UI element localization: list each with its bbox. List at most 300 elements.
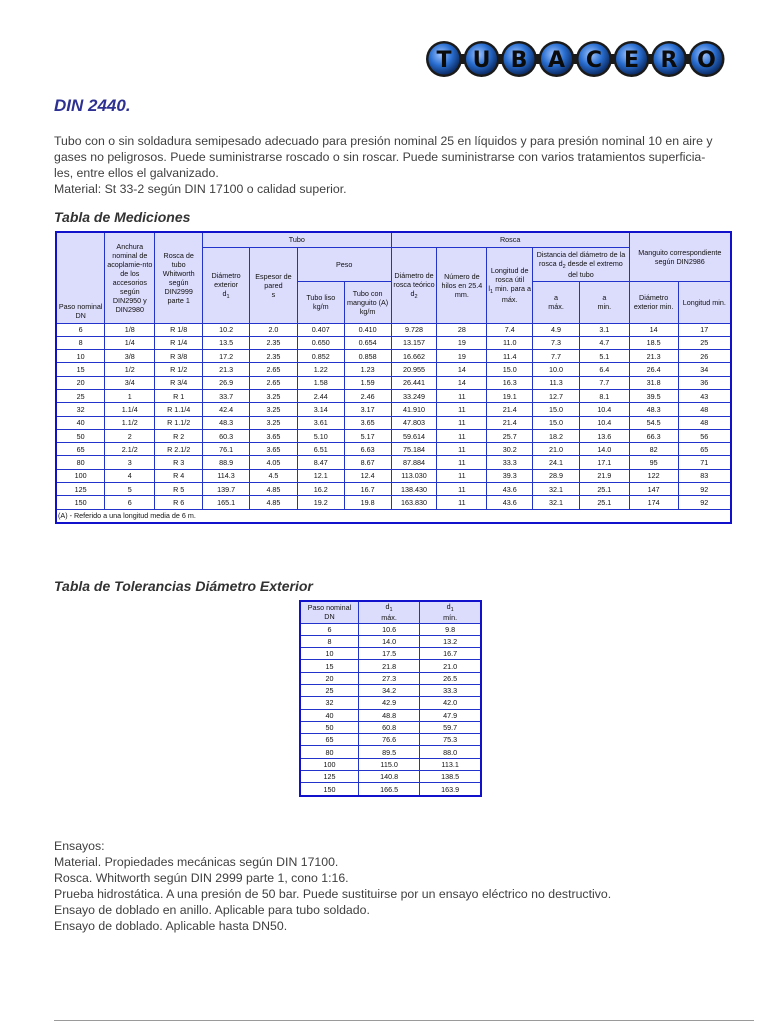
- footer-divider: [54, 1020, 754, 1021]
- table-cell: 7.3: [533, 336, 580, 349]
- logo-ball: [651, 41, 687, 77]
- header-espesor-label: Espesor de pared: [255, 271, 292, 290]
- table-cell: 19.1: [487, 389, 533, 402]
- table-cell: 25: [56, 389, 105, 402]
- table-cell: 40: [300, 709, 358, 721]
- table-cell: 8.1: [579, 389, 629, 402]
- table-row: [300, 672, 481, 684]
- table-cell: 100: [300, 758, 358, 770]
- page-title: DIN 2440.: [54, 96, 131, 115]
- table-cell: 4: [105, 469, 155, 482]
- table-cell: 82: [629, 443, 678, 456]
- table-cell: 3/8: [105, 350, 155, 363]
- mediciones-body: [56, 323, 731, 509]
- table-row: [56, 496, 731, 509]
- table-cell: 31.8: [629, 376, 678, 389]
- table-row: [300, 721, 481, 733]
- table-cell: 3.65: [250, 429, 298, 442]
- symbol-subscript: 1: [226, 293, 230, 300]
- table-cell: 4.85: [250, 496, 298, 509]
- header-distancia: [533, 247, 630, 281]
- table-row: [300, 758, 481, 770]
- table-row: [56, 456, 731, 469]
- table-row: [56, 443, 731, 456]
- table-cell: 166.5: [358, 783, 419, 796]
- logo-letter: C: [585, 48, 603, 73]
- table-cell: 25: [678, 336, 731, 349]
- header-distancia-label: Distancia del diámetro de la rosca d: [536, 249, 626, 268]
- table-cell: R 3/4: [155, 376, 203, 389]
- table-cell: 6: [105, 496, 155, 509]
- table-cell: 1.1/4: [105, 403, 155, 416]
- table-cell: 26: [678, 350, 731, 363]
- table-cell: 1/8: [105, 323, 155, 336]
- header-longitud-label: Longitud de rosca útil: [490, 266, 529, 284]
- table-cell: 113.1: [420, 758, 481, 770]
- table-cell: 0.654: [344, 336, 391, 349]
- table-cell: 5.10: [297, 429, 344, 442]
- table-cell: 26.441: [391, 376, 437, 389]
- table-cell: 43.6: [487, 496, 533, 509]
- table-cell: R 6: [155, 496, 203, 509]
- table-cell: 47.9: [420, 709, 481, 721]
- ensayo-line: Ensayo de doblado. Aplicable hasta DN50.: [54, 919, 288, 933]
- table-cell: 75.3: [420, 734, 481, 746]
- intro-line: gases no peligrosos. Puede suministrarse roscado o sin roscar. Puede suministrarse con varios tratamientos superficia-: [54, 150, 706, 164]
- table-cell: 114.3: [203, 469, 250, 482]
- table-cell: 8.47: [297, 456, 344, 469]
- table-cell: 14: [629, 323, 678, 336]
- header-diametro-exterior: [203, 247, 250, 323]
- table-row: [300, 684, 481, 696]
- table-cell: 9.8: [420, 623, 481, 635]
- table-cell: 138.430: [391, 483, 437, 496]
- table-cell: 39.3: [487, 469, 533, 482]
- table-cell: 1.59: [344, 376, 391, 389]
- table-row: [300, 635, 481, 647]
- table-row: [300, 746, 481, 758]
- table-cell: 14: [437, 363, 487, 376]
- table-cell: 3.1: [579, 323, 629, 336]
- table-cell: 10.6: [358, 623, 419, 635]
- table-cell: 21.3: [203, 363, 250, 376]
- table-cell: 11.3: [533, 376, 580, 389]
- table-cell: 11: [437, 416, 487, 429]
- brand-logo: [425, 40, 725, 78]
- header-d1-min: [420, 601, 481, 623]
- table-row: [56, 350, 731, 363]
- table-cell: 75.184: [391, 443, 437, 456]
- header-distancia-label-2: desde el extremo del tubo: [567, 258, 623, 279]
- table-row: [300, 709, 481, 721]
- symbol-d: d: [446, 602, 451, 612]
- logo-ball: [576, 41, 612, 77]
- tolerancias-body: [300, 623, 481, 796]
- table-cell: 3.25: [250, 403, 298, 416]
- table-cell: 10: [56, 350, 105, 363]
- table-cell: 25.1: [579, 483, 629, 496]
- table-cell: 19: [437, 336, 487, 349]
- header-a-max-label: máx.: [548, 302, 564, 311]
- table-cell: 2.0: [250, 323, 298, 336]
- table-cell: 11: [437, 443, 487, 456]
- symbol-l: l: [488, 284, 490, 293]
- table-cell: 19.8: [344, 496, 391, 509]
- table-cell: 8.67: [344, 456, 391, 469]
- table-cell: 11: [437, 469, 487, 482]
- table-cell: 3.61: [297, 416, 344, 429]
- table-cell: 21.3: [629, 350, 678, 363]
- table-cell: 12.7: [533, 389, 580, 402]
- table-cell: 7.7: [579, 376, 629, 389]
- table-cell: 25.7: [487, 429, 533, 442]
- header-tubo-liso: Tubo liso kg/m: [297, 281, 344, 323]
- header-min-label: mín.: [443, 613, 458, 623]
- table-cell: 48.8: [358, 709, 419, 721]
- table-cell: 27.3: [358, 672, 419, 684]
- table-row: [300, 697, 481, 709]
- table-cell: 60.8: [358, 721, 419, 733]
- table-cell: 41.910: [391, 403, 437, 416]
- table-cell: 28.9: [533, 469, 580, 482]
- table-cell: 4.9: [533, 323, 580, 336]
- table-cell: 33.7: [203, 389, 250, 402]
- table-row: [300, 648, 481, 660]
- table-cell: 65: [678, 443, 731, 456]
- header-numero-hilos: Número de hilos en 25.4 mm.: [437, 247, 487, 323]
- table-cell: 32.1: [533, 496, 580, 509]
- intro-line: Tubo con o sin soldadura semipesado adecuado para presión nominal 25 en líquidos y para presión nominal 10 en aire y: [54, 134, 713, 148]
- table-cell: 3: [105, 456, 155, 469]
- table-cell: 20: [300, 672, 358, 684]
- table-cell: 17.1: [579, 456, 629, 469]
- logo-letter: E: [623, 48, 640, 73]
- table-cell: 138.5: [420, 771, 481, 783]
- symbol-s: s: [271, 289, 276, 299]
- table-cell: R 2.1/2: [155, 443, 203, 456]
- logo-letter: U: [472, 48, 491, 73]
- table-cell: 6.63: [344, 443, 391, 456]
- ensayo-line: Ensayo de doblado en anillo. Aplicable para tubo soldado.: [54, 903, 370, 917]
- table-cell: 88.0: [420, 746, 481, 758]
- table-cell: 34: [678, 363, 731, 376]
- table-cell: 8: [300, 635, 358, 647]
- table-cell: 2.1/2: [105, 443, 155, 456]
- table-cell: 7.7: [533, 350, 580, 363]
- table-row: [300, 771, 481, 783]
- table-cell: R 1: [155, 389, 203, 402]
- table-cell: 21.8: [358, 660, 419, 672]
- table-row: [300, 734, 481, 746]
- table-row: [300, 783, 481, 796]
- table-cell: 150: [300, 783, 358, 796]
- table-row: [56, 336, 731, 349]
- table-cell: 47.803: [391, 416, 437, 429]
- table-cell: 7.4: [487, 323, 533, 336]
- table-cell: 16.2: [297, 483, 344, 496]
- header-paso-nominal: Paso nominal DN: [56, 232, 105, 323]
- table-cell: 34.2: [358, 684, 419, 696]
- header-longitud-rosca: [487, 247, 533, 323]
- logo-ball: [464, 41, 500, 77]
- table-cell: 92: [678, 496, 731, 509]
- table-cell: 48.3: [203, 416, 250, 429]
- table-cell: 3.65: [344, 416, 391, 429]
- header-manguito: Manguito correspondiente según DIN2986: [629, 232, 731, 281]
- table-cell: 48.3: [629, 403, 678, 416]
- table-cell: 15: [56, 363, 105, 376]
- table-row: [56, 323, 731, 336]
- table-cell: 2.46: [344, 389, 391, 402]
- table-cell: 39.5: [629, 389, 678, 402]
- table-note: (A) - Referido a una longitud media de 6 m.: [56, 509, 731, 523]
- table-cell: R 1/2: [155, 363, 203, 376]
- table-cell: 48: [678, 416, 731, 429]
- symbol-subscript: 2: [414, 293, 418, 300]
- table-cell: 1.22: [297, 363, 344, 376]
- table-cell: 6: [300, 623, 358, 635]
- table-cell: 43.6: [487, 483, 533, 496]
- table-cell: 5.1: [579, 350, 629, 363]
- table-cell: 14: [437, 376, 487, 389]
- table-cell: 11.4: [487, 350, 533, 363]
- table-cell: 5.17: [344, 429, 391, 442]
- table-cell: 21.0: [420, 660, 481, 672]
- intro-line: les, entre ellos el galvanizado.: [54, 166, 219, 180]
- table-cell: 10.4: [579, 403, 629, 416]
- ensayos-section: [54, 838, 744, 934]
- table-cell: 139.7: [203, 483, 250, 496]
- header-tubo: Tubo: [203, 232, 391, 247]
- intro-text: [54, 133, 734, 197]
- table-cell: 12.1: [297, 469, 344, 482]
- table-cell: 66.3: [629, 429, 678, 442]
- table-row: [56, 469, 731, 482]
- table-cell: 89.5: [358, 746, 419, 758]
- table-cell: R 1/8: [155, 323, 203, 336]
- table-cell: 21.0: [533, 443, 580, 456]
- header-diametro-exterior-label: Diámetro exterior: [211, 270, 241, 289]
- table-cell: R 3: [155, 456, 203, 469]
- table-cell: 4.7: [579, 336, 629, 349]
- table-cell: 1/4: [105, 336, 155, 349]
- table-cell: 21.4: [487, 403, 533, 416]
- table-cell: 16.3: [487, 376, 533, 389]
- table-row: [300, 623, 481, 635]
- table-cell: 6.51: [297, 443, 344, 456]
- table-cell: R 4: [155, 469, 203, 482]
- table-cell: R 1/4: [155, 336, 203, 349]
- table-cell: 1/2: [105, 363, 155, 376]
- table-cell: 10.0: [533, 363, 580, 376]
- header-espesor-pared: [250, 247, 298, 323]
- tolerancias-table: [299, 600, 482, 797]
- header-d1-max: [358, 601, 419, 623]
- table-row: [56, 363, 731, 376]
- table-cell: 122: [629, 469, 678, 482]
- table-cell: 25: [300, 684, 358, 696]
- ensayo-line: Material. Propiedades mecánicas según DIN 17100.: [54, 855, 339, 869]
- table-cell: 26.9: [203, 376, 250, 389]
- table-cell: 33.3: [420, 684, 481, 696]
- table-cell: 24.1: [533, 456, 580, 469]
- table-cell: 11: [437, 429, 487, 442]
- logo-letter: O: [697, 48, 716, 73]
- table-cell: 21.9: [579, 469, 629, 482]
- mediciones-table: [55, 231, 732, 524]
- symbol-d: d: [410, 288, 415, 298]
- table-cell: 113.030: [391, 469, 437, 482]
- table-cell: 14.0: [358, 635, 419, 647]
- table-cell: 2.65: [250, 363, 298, 376]
- table-cell: 11: [437, 389, 487, 402]
- table-cell: 115.0: [358, 758, 419, 770]
- ensayo-line: Rosca. Whitworth según DIN 2999 parte 1, cono 1:16.: [54, 871, 349, 885]
- ensayo-line: Prueba hidrostática. A una presión de 50 bar. Puede sustituirse por un ensayo eléctrico no destructivo.: [54, 887, 612, 901]
- table-cell: 83: [678, 469, 731, 482]
- table-cell: 43: [678, 389, 731, 402]
- tolerancias-title: Tabla de Tolerancias Diámetro Exterior: [54, 578, 313, 594]
- table-cell: 11.0: [487, 336, 533, 349]
- table-cell: 3/4: [105, 376, 155, 389]
- header-rosca-whitworth: Rosca de tubo Whitworth según DIN2999 parte 1: [155, 232, 203, 323]
- table-cell: 42.4: [203, 403, 250, 416]
- table-cell: 30.2: [487, 443, 533, 456]
- table-cell: 6: [56, 323, 105, 336]
- table-cell: 4.05: [250, 456, 298, 469]
- table-cell: 16.662: [391, 350, 437, 363]
- table-cell: 125: [56, 483, 105, 496]
- table-cell: 17.5: [358, 648, 419, 660]
- table-cell: 3.65: [250, 443, 298, 456]
- table-cell: 36: [678, 376, 731, 389]
- table-cell: 59.614: [391, 429, 437, 442]
- table-cell: 9.728: [391, 323, 437, 336]
- logo-ball: [614, 41, 650, 77]
- table-cell: 42.0: [420, 697, 481, 709]
- table-cell: 13.2: [420, 635, 481, 647]
- table-cell: 147: [629, 483, 678, 496]
- header-diametro-teorico-label: Diámetro de rosca teórico: [393, 270, 435, 289]
- table-cell: 15: [300, 660, 358, 672]
- table-cell: 2: [105, 429, 155, 442]
- header-a-max: [533, 281, 580, 323]
- table-cell: 2.35: [250, 350, 298, 363]
- symbol-subscript: 2: [562, 263, 566, 270]
- ensayos-heading: Ensayos:: [54, 839, 105, 853]
- table-cell: 13.6: [579, 429, 629, 442]
- table-cell: 11: [437, 403, 487, 416]
- header-max-label: máx.: [381, 613, 397, 623]
- logo-letter: B: [510, 48, 528, 73]
- table-cell: 19: [437, 350, 487, 363]
- table-cell: 3.25: [250, 389, 298, 402]
- table-cell: R 2: [155, 429, 203, 442]
- table-cell: 33.3: [487, 456, 533, 469]
- table-cell: 12.4: [344, 469, 391, 482]
- table-cell: 20: [56, 376, 105, 389]
- table-cell: 32: [56, 403, 105, 416]
- table-cell: 26.5: [420, 672, 481, 684]
- header-a-min-label: min.: [597, 302, 612, 311]
- table-cell: 4.5: [250, 469, 298, 482]
- table-cell: 2.35: [250, 336, 298, 349]
- table-cell: 100: [56, 469, 105, 482]
- mediciones-title: Tabla de Mediciones: [54, 209, 191, 225]
- table-cell: 40: [56, 416, 105, 429]
- table-cell: 60.3: [203, 429, 250, 442]
- logo-ball: [539, 41, 575, 77]
- table-cell: 65: [300, 734, 358, 746]
- table-cell: 28: [437, 323, 487, 336]
- table-cell: 95: [629, 456, 678, 469]
- table-cell: R 1.1/2: [155, 416, 203, 429]
- table-row: [56, 376, 731, 389]
- symbol-subscript: 1: [450, 607, 454, 614]
- header-diametro-teorico: [391, 247, 437, 323]
- logo-letter: T: [436, 48, 452, 73]
- header-rosca: Rosca: [391, 232, 629, 247]
- table-row: [56, 389, 731, 402]
- table-cell: 59.7: [420, 721, 481, 733]
- table-cell: 21.4: [487, 416, 533, 429]
- table-cell: 2.65: [250, 376, 298, 389]
- table-cell: 11: [437, 483, 487, 496]
- table-cell: 163.9: [420, 783, 481, 796]
- table-cell: 80: [56, 456, 105, 469]
- table-cell: 16.7: [344, 483, 391, 496]
- table-cell: 32: [300, 697, 358, 709]
- table-cell: 65: [56, 443, 105, 456]
- logo-letter: R: [660, 48, 678, 73]
- table-cell: 11: [437, 496, 487, 509]
- table-row: [300, 660, 481, 672]
- symbol-subscript: 1: [490, 289, 494, 295]
- header-a-min: [579, 281, 629, 323]
- table-cell: 165.1: [203, 496, 250, 509]
- table-cell: 17.2: [203, 350, 250, 363]
- table-cell: 1: [105, 389, 155, 402]
- logo-letter: A: [547, 48, 566, 73]
- table-cell: 5: [105, 483, 155, 496]
- table-cell: R 1.1/4: [155, 403, 203, 416]
- table-cell: 18.2: [533, 429, 580, 442]
- table-cell: 42.9: [358, 697, 419, 709]
- table-cell: 4.85: [250, 483, 298, 496]
- table-cell: 92: [678, 483, 731, 496]
- table-cell: R 3/8: [155, 350, 203, 363]
- logo-ball: [426, 41, 462, 77]
- symbol-a: a: [602, 293, 607, 302]
- table-cell: 10.4: [579, 416, 629, 429]
- table-cell: 76.6: [358, 734, 419, 746]
- table-cell: 0.410: [344, 323, 391, 336]
- table-cell: 25.1: [579, 496, 629, 509]
- table-cell: 13.5: [203, 336, 250, 349]
- table-row: [56, 429, 731, 442]
- table-cell: 174: [629, 496, 678, 509]
- table-cell: 48: [678, 403, 731, 416]
- table-cell: 87.884: [391, 456, 437, 469]
- table-cell: 88.9: [203, 456, 250, 469]
- table-cell: 80: [300, 746, 358, 758]
- table-cell: 2.44: [297, 389, 344, 402]
- table-cell: 33.249: [391, 389, 437, 402]
- table-cell: 8: [56, 336, 105, 349]
- table-cell: 140.8: [358, 771, 419, 783]
- table-cell: 1.58: [297, 376, 344, 389]
- symbol-d: d: [222, 288, 227, 298]
